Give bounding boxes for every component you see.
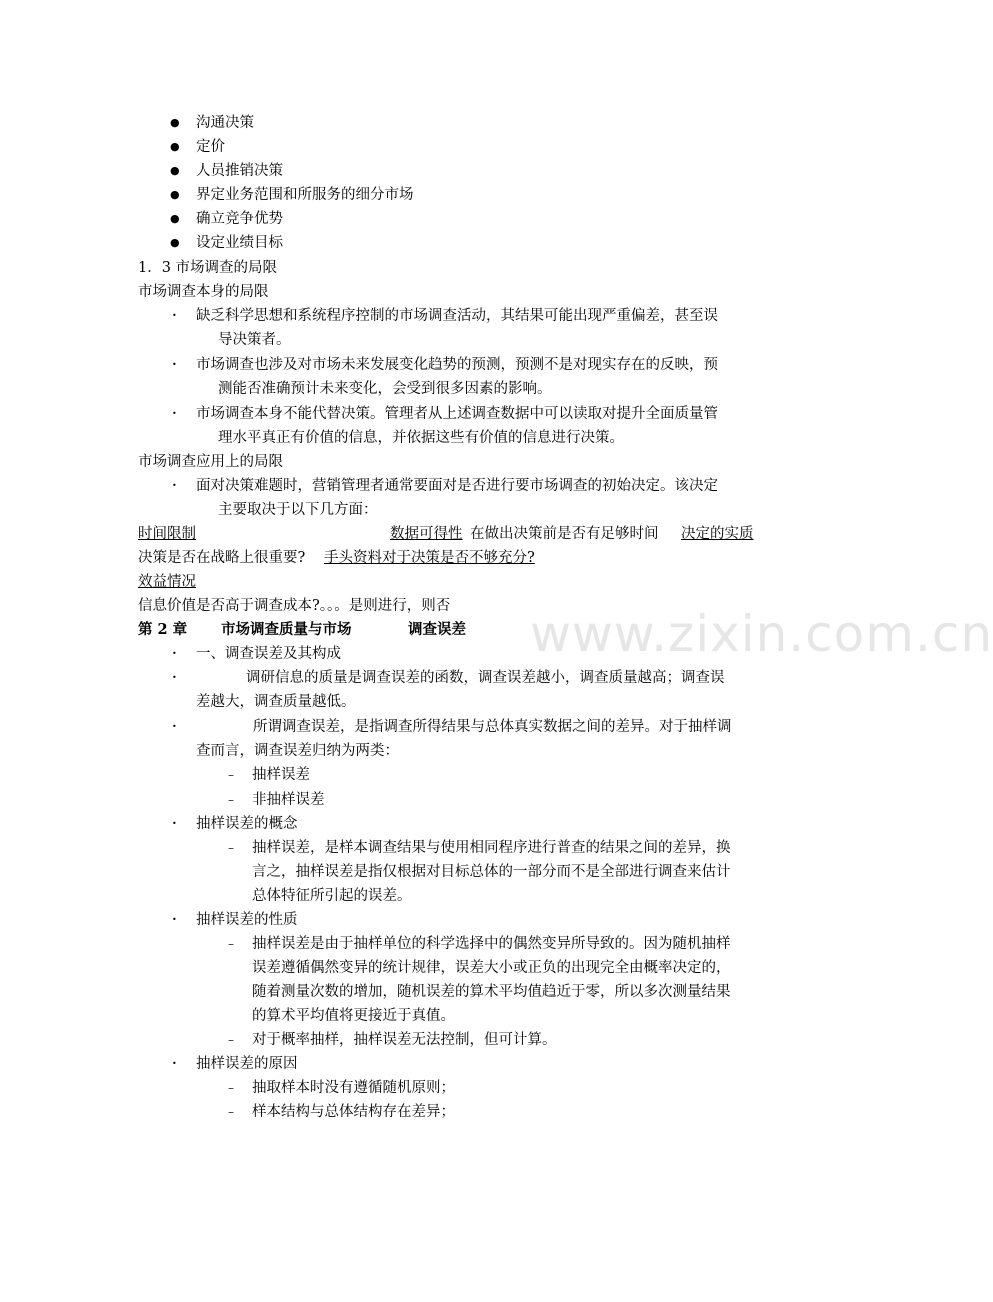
sub-list-item-line: 抽样误差，是样本调查结果与使用相同程序进行普查的结果之间的差异，换 [252,840,731,856]
sub-list-item-line: 总体特征所引起的误差。 [252,888,412,904]
subsection-heading: 市场调查本身的局限 [138,284,269,300]
chapter-number: 第 2 章 [138,621,188,638]
sub-list-item-line: 的算术平均值将更接近于真值。 [252,1008,455,1024]
data-availability-label: 数据可得性 [390,526,463,542]
list-item-line: 缺乏科学思想和系统程序控制的市场调查活动，其结果可能出现严重偏差，甚至误 [196,308,718,324]
list-item-line: 测能否准确预计未来变化，会受到很多因素的影响。 [218,381,552,397]
list-item: 抽样误差的原因 [196,1056,298,1072]
sub-list-item: 抽样误差 [252,767,310,783]
list-item-line: 导决策者。 [218,332,291,348]
list-item-line: 查而言，调查误差归纳为两类： [196,743,399,759]
bullet-icon: • [172,915,177,924]
dash-icon: – [228,937,234,951]
benefit-label: 效益情况 [138,574,196,590]
bullet-icon: ● [170,236,180,249]
list-item-line: 调研信息的质量是调查误差的函数，调查误差越小，调查质量越高；调查误 [246,670,725,686]
sub-list-item: 对于概率抽样，抽样误差无法控制，但可计算。 [252,1032,557,1048]
bullet-icon: ● [170,212,180,225]
list-item-line: 主要取决于以下几方面： [218,502,378,518]
bullet-icon: ● [170,164,180,177]
list-item-line: 所谓调查误差，是指调查所得结果与总体真实数据之间的差异。对于抽样调 [253,719,732,735]
dash-icon: – [228,841,234,855]
list-item-line: 理水平真正有价值的信息，并依据这些有价值的信息进行决策。 [218,430,624,446]
bullet-icon: • [172,311,177,320]
section-heading: 1．3 市场调查的局限 [138,260,278,276]
watermark: www.zixin.com.cn [530,605,993,663]
bullet-icon: ● [170,188,180,201]
data-availability-text: 在做出决策前是否有足够时间 [470,526,659,542]
list-item: 定价 [196,139,225,155]
sub-list-item-line: 抽样误差是由于抽样单位的科学选择中的偶然变异所导致的。因为随机抽样 [252,936,731,952]
chapter-title: 调查误差 [408,621,466,638]
existing-info-question: 手头资料对于决策是否不够充分? [324,550,535,566]
value-question: 信息价值是否高于调查成本?。。。是则进行，则否 [138,598,451,614]
strategic-question: 决策是否在战略上很重要? [138,550,306,566]
list-item-line: 市场调查也涉及对市场未来发展变化趋势的预测，预测不是对现实存在的反映，预 [196,357,718,373]
bullet-icon: • [172,673,177,682]
bullet-icon: • [172,360,177,369]
bullet-icon: • [172,1059,177,1068]
dash-icon: – [228,1033,234,1047]
dash-icon: – [228,1081,234,1095]
sub-list-item: 样本结构与总体结构存在差异； [252,1104,455,1120]
list-item: 人员推销决策 [196,163,283,179]
dash-icon: – [228,768,234,782]
sub-list-item-line: 言之，抽样误差是指仅根据对目标总体的一部分而不是全部进行调查来估计 [252,864,731,880]
bullet-icon: • [172,481,177,490]
decision-nature-label: 决定的实质 [681,526,754,542]
subsection-heading: 市场调查应用上的局限 [138,454,283,470]
chapter-title: 市场调查质量与市场 [221,621,352,638]
sub-list-item-line: 随着测量次数的增加，随机误差的算术平均值趋近于零，所以多次测量结果 [252,984,731,1000]
bullet-icon: • [172,819,177,828]
bullet-icon: • [172,722,177,731]
dash-icon: – [228,1105,234,1119]
list-item-line: 市场调查本身不能代替决策。管理者从上述调查数据中可以读取对提升全面质量管 [196,406,718,422]
list-item: 抽样误差的性质 [196,912,298,928]
list-item: 界定业务范围和所服务的细分市场 [196,187,414,203]
sub-list-item-line: 误差遵循偶然变异的统计规律，误差大小或正负的出现完全由概率决定的， [252,960,731,976]
bullet-icon: • [172,409,177,418]
list-item: 一、调查误差及其构成 [196,646,341,662]
list-item: 设定业绩目标 [196,235,283,251]
bullet-icon: ● [170,140,180,153]
list-item: 沟通决策 [196,115,254,131]
bullet-icon: ● [170,116,180,129]
list-item-line: 差越大，调查质量越低。 [196,694,356,710]
list-item-line: 面对决策难题时，营销管理者通常要面对是否进行要市场调查的初始决定。该决定 [196,478,718,494]
sub-list-item: 抽取样本时没有遵循随机原则； [252,1080,455,1096]
sub-list-item: 非抽样误差 [252,792,325,808]
time-limit-label: 时间限制 [138,526,196,542]
list-item: 确立竞争优势 [196,211,283,227]
dash-icon: – [228,793,234,807]
list-item: 抽样误差的概念 [196,816,298,832]
bullet-icon: • [172,649,177,658]
